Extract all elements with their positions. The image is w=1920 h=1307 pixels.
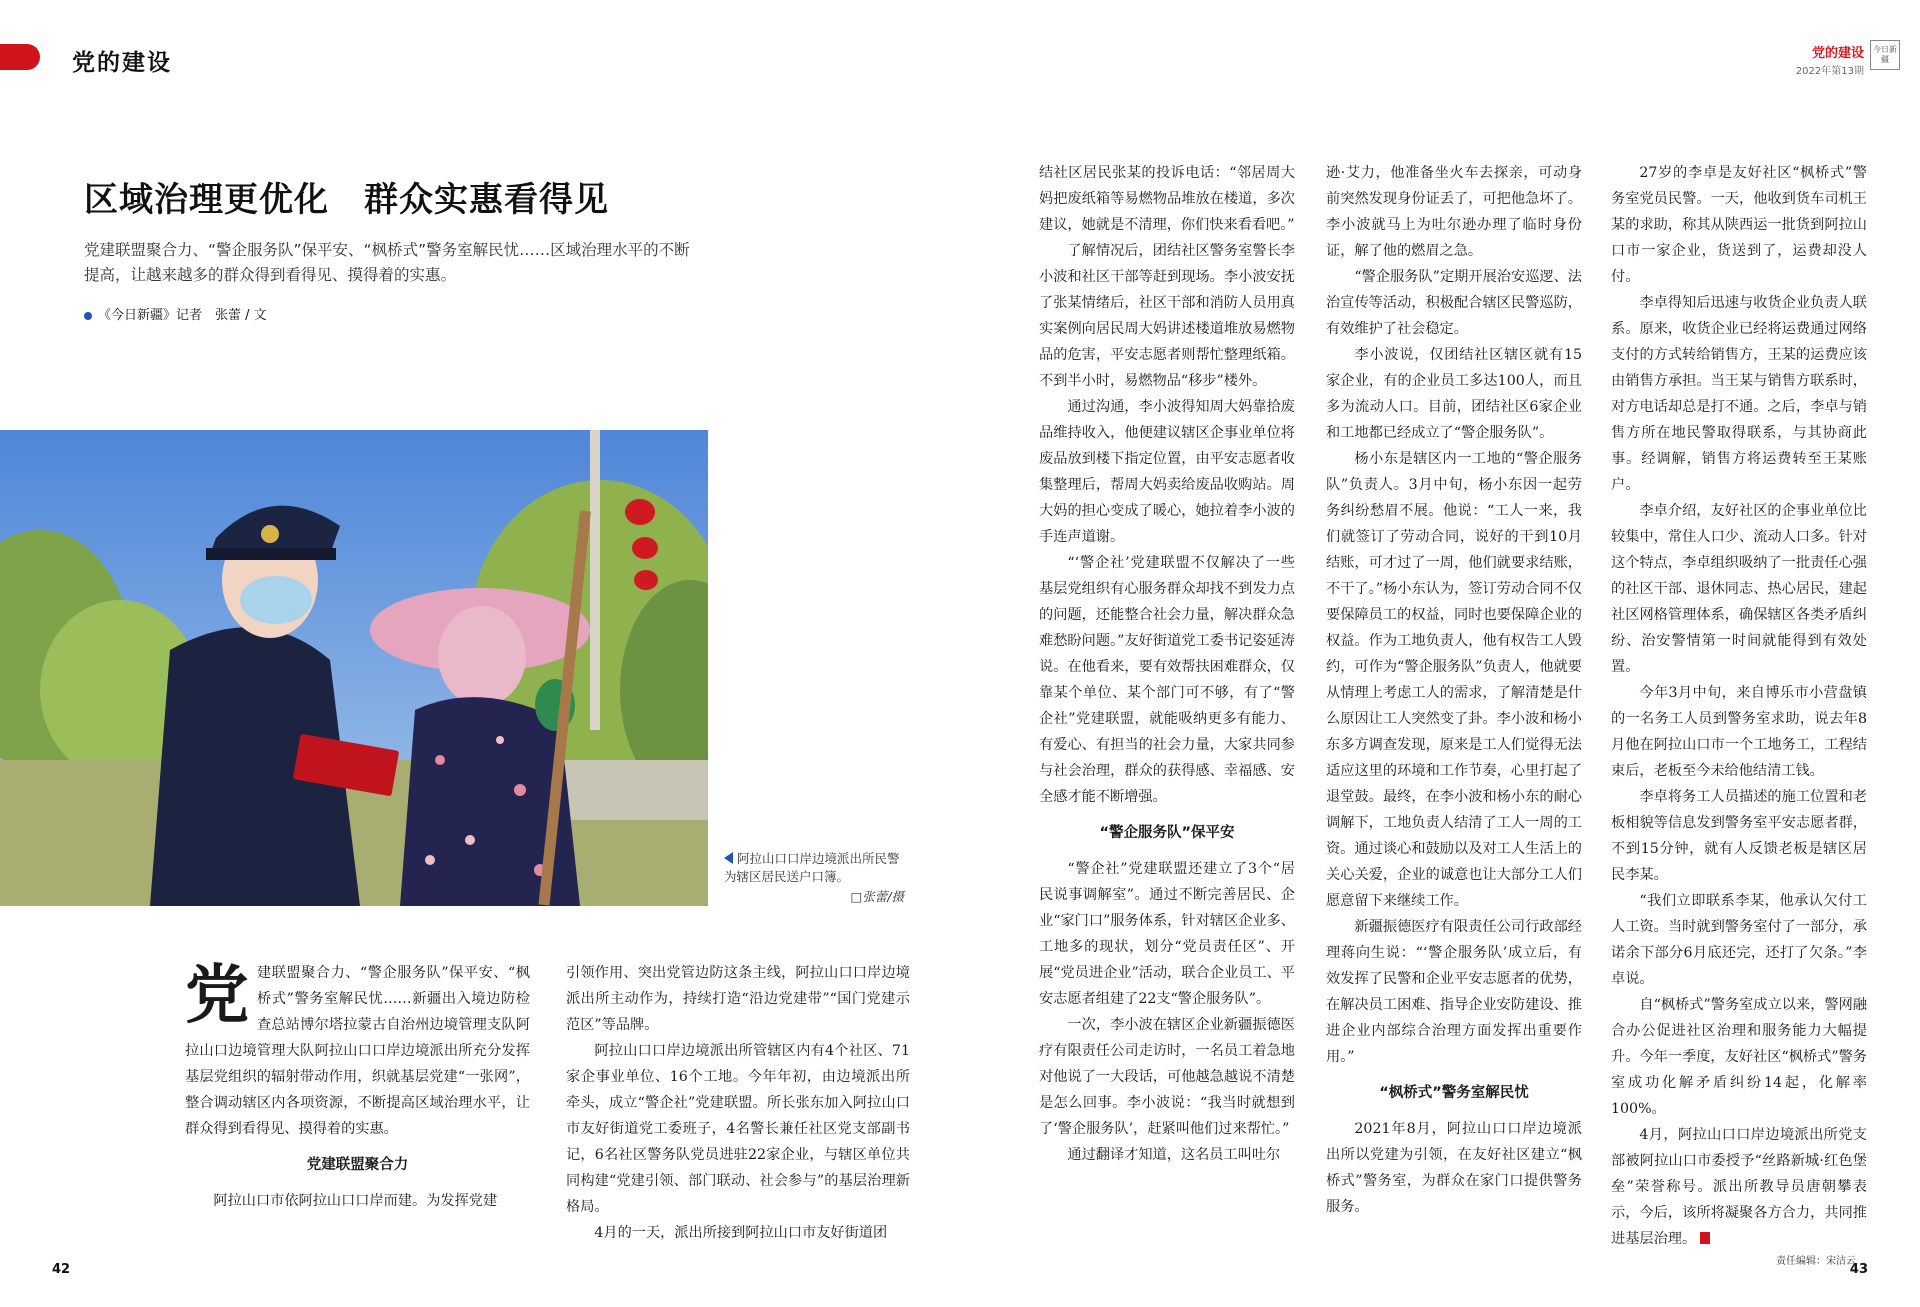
paragraph: 通过沟通，李小波得知周大妈靠拾废品维持收入，他便建议辖区企事业单位将废品放到楼下指定位置，由平安志愿者收集整理后，帮周大妈卖给废品收购站。周大妈的担心变成了暖心，她拉着李小波的手连声道谢。 [1039, 399, 1295, 545]
section-title-right: 党的建设 [1811, 46, 1864, 61]
subheading: “警企服务队”保平安 [1099, 825, 1235, 841]
end-mark-icon [1700, 1232, 1710, 1244]
paragraph: 李卓介绍，友好社区的企事业单位比较集中，常住人口少、流动人口多。针对这个特点，李卓组织吸纳了一批责任心强的社区干部、退休同志、热心居民，建起社区网格管理体系，确保辖区各类矛盾纠纷、治安警情第一时间就能得到有效处置。 [1611, 503, 1867, 675]
text-column-4 [1326, 160, 1582, 1220]
drop-cap: 党 [185, 959, 249, 1033]
text-column-3 [1039, 160, 1295, 1168]
photo-credit: □张蕾/摄 [850, 889, 904, 904]
paragraph: 引领作用、突出党管边防这条主线，阿拉山口口岸边境派出所主动作为，持续打造“沿边党建带”“国门党建示范区”等品牌。 [566, 965, 910, 1033]
paragraph: 新疆振德医疗有限责任公司行政部经理蒋向生说：“‘警企服务队’成立后，有效发挥了民警和企业平安志愿者的优势，在解决员工困难、指导企业安防建设、推进企业内部综合治理方面发挥出重要作用。” [1326, 919, 1582, 1065]
section-tab-marker [0, 44, 40, 70]
paragraph: 李卓得知后迅速与收货企业负责人联系。原来，收货企业已经将运费通过网络支付的方式转给销售方，王某的运费应该由销售方承担。当王某与销售方联系时，对方电话却总是打不通。之后，李卓与销售方所在地民警取得联系，与其协商此事。经调解，销售方将运费转至王某账户。 [1611, 295, 1867, 493]
paragraph [1611, 1122, 1867, 1252]
paragraph: 李小波说，仅团结社区辖区就有15家企业，有的企业员工多达100人，而且多为流动人口。目前，团结社区6家企业和工地都已经成立了“警企服务队”。 [1326, 347, 1582, 441]
text-column-1 [185, 960, 530, 1214]
subheading: 党建联盟聚合力 [306, 1157, 409, 1173]
paragraph: “警企社”党建联盟还建立了3个“居民说事调解室”。通过不断完善居民、企业“家门口”服务体系，针对辖区企业多、工地多的现状，划分“党员责任区”、开展“党员进企业”活动，联合企业员工、平安志愿者组建了22支“警企服务队”。 [1039, 861, 1295, 1007]
subheading: “枫桥式”警务室解民忧 [1379, 1085, 1529, 1101]
paragraph: 今年3月中旬，来自博乐市小营盘镇的一名务工人员到警务室求助，说去年8月他在阿拉山口市一个工地务工，工程结束后，老板至今未给他结清工钱。 [1611, 685, 1867, 779]
paragraph: 2021年8月，阿拉山口口岸边境派出所以党建为引领，在友好社区建立“枫桥式”警务室，为群众在家门口提供警务服务。 [1326, 1121, 1582, 1215]
paragraph: “我们立即联系李某，他承认欠付工人工资。当时就到警务室付了一部分，承诺余下部分6月底还完，还打了欠条。”李卓说。 [1611, 893, 1867, 987]
photo-caption [724, 850, 904, 906]
paragraph: 通过翻译才知道，这名员工叫吐尔 [1067, 1147, 1281, 1163]
paragraph: 建联盟聚合力、“警企服务队”保平安、“枫桥式”警务室解民忧……新疆出入境边防检查总站博尔塔拉蒙古自治州边境管理支队阿拉山口边境管理大队阿拉山口口岸边境派出所充分发挥基层党组织的辐射带动作用，织就基层党建“一张网”，整合调动辖区内各项资源，不断提高区域治理水平，让群众得到看得见、摸得着的实惠。 [185, 965, 530, 1137]
article-photo [0, 430, 708, 906]
caption-arrow-icon [724, 852, 733, 864]
section-title-left: 党的建设 [72, 49, 172, 76]
magazine-logo: 今日新疆 [1870, 40, 1900, 70]
paragraph: “‘警企社’党建联盟不仅解决了一些基层党组织有心服务群众却找不到发力点的问题，还能整合社会力量，解决群众急难愁盼问题。”友好街道党工委书记姿延涛说。在他看来，要有效帮扶困难群众，仅靠某个单位、某个部门可不够，有了“警企社”党建联盟，就能吸纳更多有能力、有爱心、有担当的社会力量，大家共同参与社会治理，群众的获得感、幸福感、安全感才能不断增强。 [1039, 555, 1295, 805]
page-number-right: 43 [1849, 1262, 1868, 1277]
paragraph: 结社区居民张某的投诉电话：“邻居周大妈把废纸箱等易燃物品堆放在楼道，多次建议，她就是不清理，你们快来看看吧。” [1039, 165, 1295, 233]
paragraph: 了解情况后，团结社区警务室警长李小波和社区干部等赶到现场。李小波安抚了张某情绪后，社区干部和消防人员用真实案例向居民周大妈讲述楼道堆放易燃物品的危害，平安志愿者则帮忙整理纸箱。不到半小时，易燃物品“移步”楼外。 [1039, 243, 1295, 389]
byline-text: 《今日新疆》记者 张蕾 / 文 [98, 308, 267, 323]
text-column-5 [1611, 160, 1867, 1252]
paragraph: 逊·艾力，他准备坐火车去探亲，可动身前突然发现身份证丢了，可把他急坏了。李小波就马上为吐尔逊办理了临时身份证，解了他的燃眉之急。 [1326, 165, 1582, 259]
article-title: 区域治理更优化 群众实惠看得见 [84, 180, 609, 220]
paragraph: 阿拉山口市依阿拉山口口岸而建。为发挥党建 [213, 1193, 498, 1209]
paragraph: “警企服务队”定期开展治安巡逻、法治宣传等活动，积极配合辖区民警巡防，有效维护了社会稳定。 [1326, 269, 1582, 337]
editor-credit: 责任编辑：宋洁云 [1776, 1256, 1856, 1267]
paragraph: 一次，李小波在辖区企业新疆振德医疗有限责任公司走访时，一名员工着急地对他说了一大段话，可他越急越说不清楚是怎么回事。李小波说：“我当时就想到了‘警企服务队’，赶紧叫他们过来帮忙。” [1039, 1017, 1295, 1137]
paragraph: 阿拉山口口岸边境派出所管辖区内有4个社区、71家企事业单位、16个工地。今年年初，由边境派出所牵头，成立“警企社”党建联盟。所长张东加入阿拉山口市友好街道党工委班子，4名警长兼任社区党支部副书记，6名社区警务队党员进驻22家企业，与辖区单位共同构建“党建引领、部门联动、社会参与”的基层治理新格局。 [566, 1043, 910, 1215]
paragraph: 27岁的李卓是友好社区“枫桥式”警务室党员民警。一天，他收到货车司机王某的求助，称其从陕西运一批货到阿拉山口市一家企业，货送到了，运费却没人付。 [1611, 165, 1867, 285]
paragraph: 4月的一天，派出所接到阿拉山口市友好街道团 [594, 1225, 888, 1241]
issue-number: 2022年第13期 [1795, 66, 1864, 77]
paragraph: 杨小东是辖区内一工地的“警企服务队”负责人。3月中旬，杨小东因一起劳务纠纷愁眉不展。他说：“工人一来，我们就签订了劳动合同，说好的干到10月结账，可才过了一周，他们就要求结账，不干了。”杨小东认为，签订劳动合同不仅要保障员工的权益，同时也要保障企业的权益。作为工地负责人，他有权告工人毁约，可作为“警企服务队”负责人，他就要从情理上考虑工人的需求，了解清楚是什么原因让工人突然变了卦。李小波和杨小东多方调查发现，原来是工人们觉得无法适应这里的环境和工作节奏，心里打起了退堂鼓。最终，在李小波和杨小东的耐心调解下，工地负责人结清了工人一周的工资。通过谈心和鼓励以及对工人生活上的关心关爱，企业的诚意也让大部分工人们愿意留下来继续工作。 [1326, 451, 1582, 909]
text-column-2 [566, 960, 910, 1246]
paragraph: 李卓将务工人员描述的施工位置和老板相貌等信息发到警务室平安志愿者群，不到15分钟，就有人反馈老板是辖区居民李某。 [1611, 789, 1867, 883]
paragraph-text: 4月，阿拉山口口岸边境派出所党支部被阿拉山口市委授予“丝路新城·红色堡垒”荣誉称号。派出所教导员唐朝攀表示，今后，该所将凝聚各方合力，共同推进基层治理。 [1611, 1127, 1867, 1247]
caption-text: 阿拉山口口岸边境派出所民警为辖区居民送户口簿。 [724, 851, 900, 884]
byline-dot-icon [84, 312, 92, 320]
paragraph: 自“枫桥式”警务室成立以来，警网融合办公促进社区治理和服务能力大幅提升。今年一季度，友好社区“枫桥式”警务室成功化解矛盾纠纷14起，化解率100%。 [1611, 997, 1867, 1117]
page-number-left: 42 [52, 1262, 71, 1277]
article-lede: 党建联盟聚合力、“警企服务队”保平安、“枫桥式”警务室解民忧……区域治理水平的不断提高，让越来越多的群众得到看得见、摸得着的实惠。 [84, 241, 690, 284]
running-header-right [1796, 42, 1864, 77]
byline [84, 304, 267, 323]
